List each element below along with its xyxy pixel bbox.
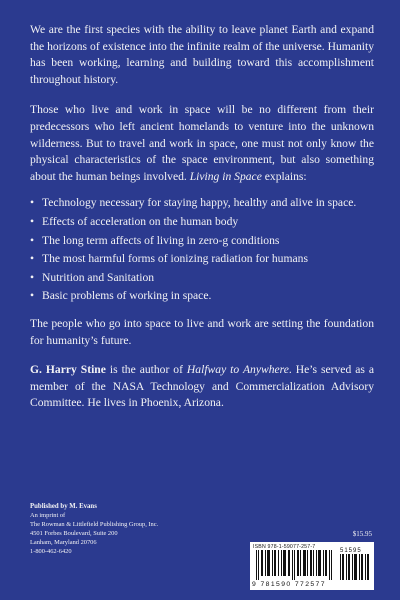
closing-paragraph: The people who go into space to live and work are setting the foundation for humanity’s future. xyxy=(30,316,374,347)
author-bio xyxy=(30,362,374,412)
list-item: • The most harmful forms of ionizing radiation for humans xyxy=(30,250,374,269)
addon-number: 51595 xyxy=(340,548,362,554)
publisher-info xyxy=(30,502,230,556)
list-item: • Technology necessary for staying happy, healthy and alive in space. xyxy=(30,194,374,213)
barcode xyxy=(250,542,374,590)
author-bio-text: is the author of xyxy=(105,363,187,377)
publisher-line: An imprint of xyxy=(30,512,66,519)
back-cover-text xyxy=(30,22,374,412)
author-name: G. Harry Stine xyxy=(30,363,106,377)
cover-footer xyxy=(30,502,374,592)
list-item: • Effects of acceleration on the human body xyxy=(30,213,374,232)
body-text-start: Those who live and work in space will be no different from their predecessors who left ancient homelands to venture into the unknown wilderness. But to travel and work in space, one must not only know the physical characteristics of the space environment, but also something about the human beings involved. xyxy=(30,103,374,183)
body-text-end: explains: xyxy=(261,169,307,183)
ean-number: 9 781590 772577 xyxy=(252,581,326,588)
publisher-line: 1-800-462-6420 xyxy=(30,548,72,555)
published-by: Published by M. Evans xyxy=(30,503,97,510)
intro-paragraph: We are the first species with the ability to leave planet Earth and expand the horizons of existence into the infinite realm of the universe. Humanity has been working, learning and building toward this accomplishment throughout history. xyxy=(30,23,374,86)
price-label: $15.95 xyxy=(352,530,372,538)
publisher-line: The Rowman & Littlefield Publishing Group, Inc. xyxy=(30,521,159,528)
feature-list xyxy=(30,194,374,306)
barcode-bars-addon xyxy=(340,554,370,580)
body-paragraph xyxy=(30,102,374,185)
barcode-bars-main xyxy=(256,550,334,580)
publisher-line: Lanham, Maryland 20706 xyxy=(30,539,97,546)
publisher-line: 4501 Forbes Boulevard, Suite 200 xyxy=(30,530,118,537)
isbn-label: ISBN 978-1-59077-257-7 xyxy=(253,544,316,550)
list-item: • Basic problems of working in space. xyxy=(30,287,374,306)
list-item: • Nutrition and Sanitation xyxy=(30,269,374,288)
author-bio-end: . He’s served as a member of the NASA Technology and Commercialization Advisory Committee. He lives in Phoenix, Arizona. xyxy=(30,363,374,410)
list-item: • The long term affects of living in zero-g conditions xyxy=(30,232,374,251)
other-book-title: Halfway to Anywhere xyxy=(186,363,289,377)
book-title: Living in Space xyxy=(189,169,262,183)
